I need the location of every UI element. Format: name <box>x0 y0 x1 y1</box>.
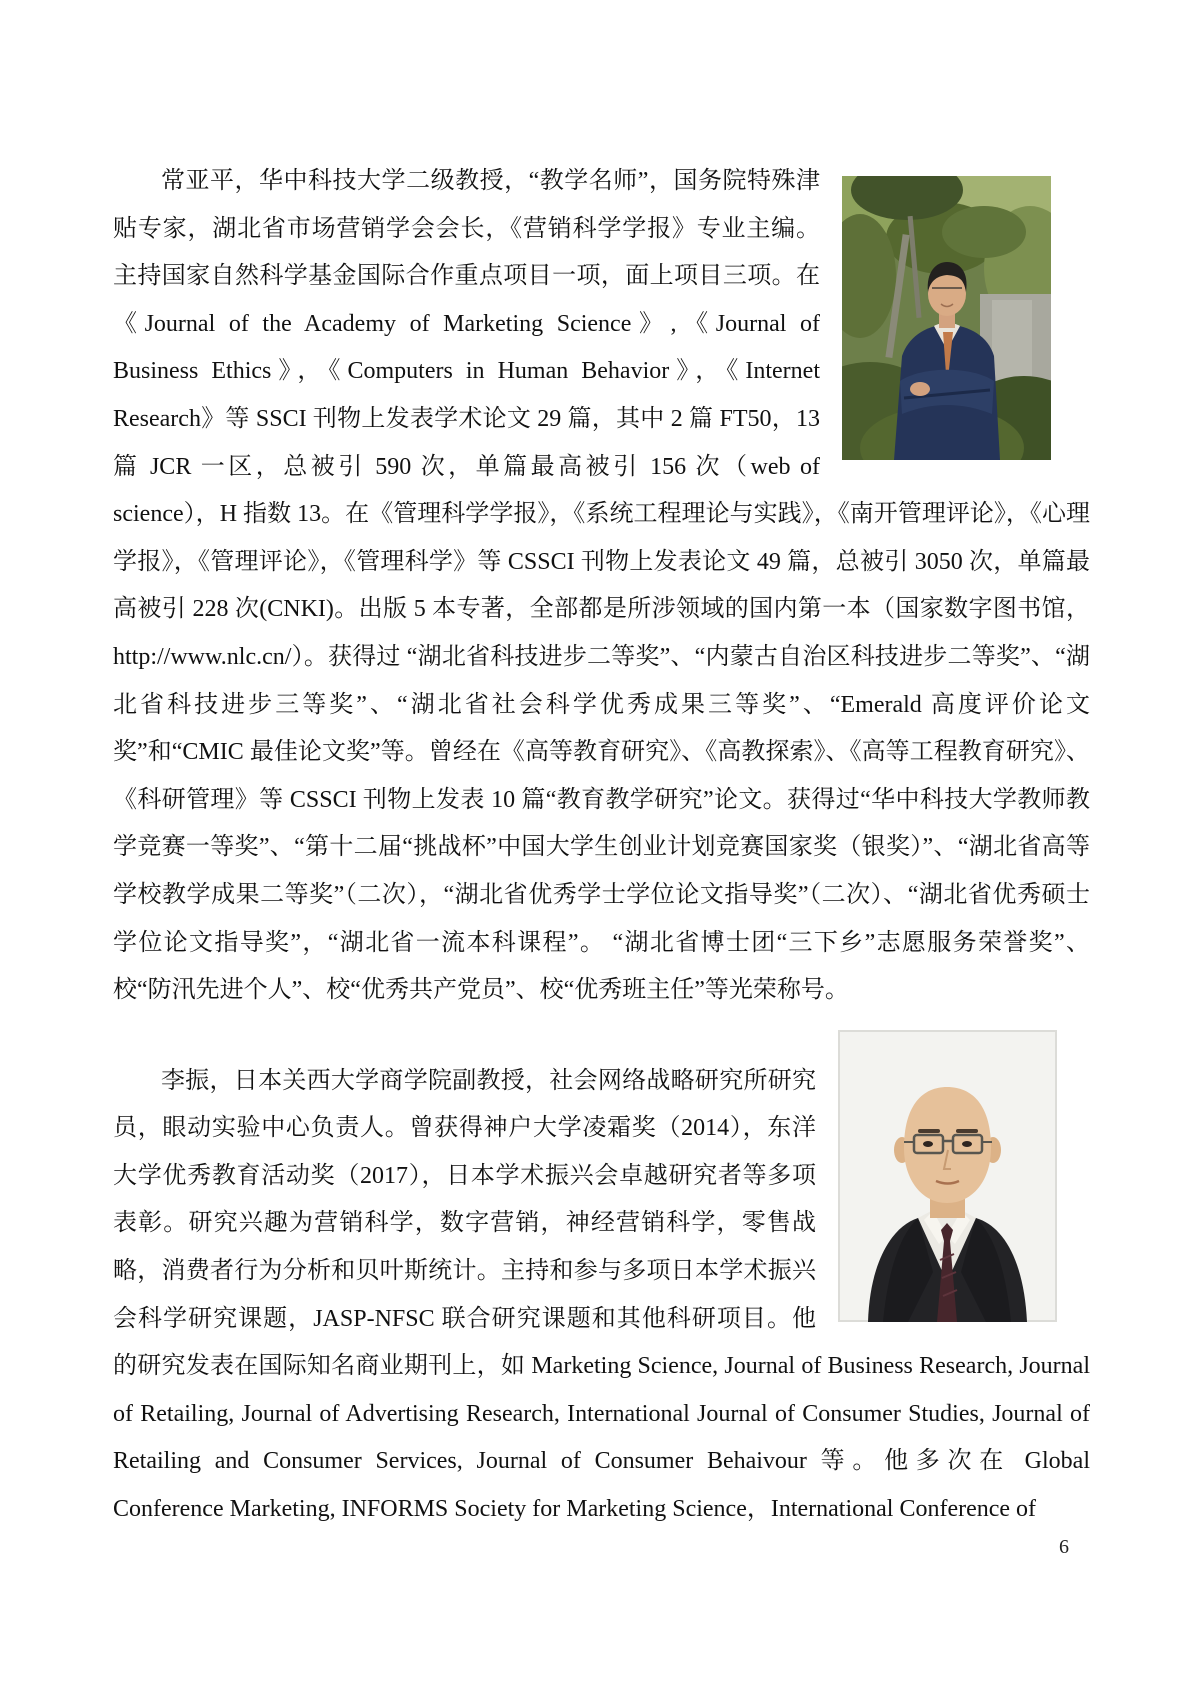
bio-text-chang-yaping: 常亚平，华中科技大学二级教授，“教学名师”，国务院特殊津贴专家，湖北省市场营销学会会长，《营销科学学报》专业主编。主持国家自然科学基金国际合作重点项目一项，面上项目三项。在《Journal of the Academy of Marketing Science》,《Journal of Business Ethics》，《Computers in Human Behavior》，《Internet Research》等 SSCI 刊物上发表学术论文 29 篇，其中 2 篇 FT50，13 篇 JCR 一区，总被引 590 次，单篇最高被引 156 次（web of science），H 指数 13。在《管理科学学报》，《系统工程理论与实践》，《南开管理评论》，《心理学报》，《管理评论》，《管理科学》等 CSSCI 刊物上发表论文 49 篇，总被引 3050 次，单篇最高被引 228 次(CNKI)。出版 5 本专著，全部都是所涉领域的国内第一本（国家数字图书馆，http://www.nlc.cn/）。获得过 “湖北省科技进步二等奖”、“内蒙古自治区科技进步二等奖”、“湖北省科技进步三等奖”、“湖北省社会科学优秀成果三等奖”、“Emerald 高度评价论文奖”和“CMIC 最佳论文奖”等。曾经在《高等教育研究》、《高教探索》、《高等工程教育研究》、《科研管理》等 CSSCI 刊物上发表 10 篇“教育教学研究”论文。获得过“华中科技大学教师教学竞赛一等奖”、“第十二届“挑战杯”中国大学生创业计划竞赛国家奖（银奖）”、“湖北省高等学校教学成果二等奖”（二次），“湖北省优秀学士学位论文指导奖”（二次）、“湖北省优秀硕士学位论文指导奖”，“湖北省一流本科课程”。 “湖北省博士团“三下乡”志愿服务荣誉奖”、校“防汛先进个人”、校“优秀共产党员”、校“优秀班主任”等光荣称号。 <box>113 168 1090 1004</box>
portrait-illustration-chang-yaping <box>842 176 1051 460</box>
portrait-photo-li-zhen <box>838 1030 1057 1322</box>
portrait-photo-chang-yaping <box>842 176 1051 460</box>
portrait-illustration-li-zhen <box>838 1030 1057 1322</box>
bio-section-li-zhen <box>113 1058 1090 1534</box>
bio-text-li-zhen: 李振，日本关西大学商学院副教授，社会网络战略研究所研究员，眼动实验中心负责人。曾获得神户大学凌霜奖（2014），东洋大学优秀教育活动奖（2017），日本学术振兴会卓越研究者等多项表彰。研究兴趣为营销科学，数字营销，神经营销科学，零售战略，消费者行为分析和贝叶斯统计。主持和参与多项日本学术振兴会科学研究课题，JASP-NFSC 联合研究课题和其他科研项目。他的研究发表在国际知名商业期刊上，如 Marketing Science, Journal of Business Research, Journal of Retailing, Journal of Advertising Research, International Journal of Consumer Studies, Journal of Retailing and Consumer Services, Journal of Consumer Behaivour 等。他多次在 Global Conference Marketing, INFORMS Society for Marketing Science，International Conference of <box>113 1067 1090 1523</box>
page-content <box>113 158 1090 1534</box>
page-number: 6 <box>1059 1536 1069 1558</box>
bio-section-chang-yaping <box>113 158 1090 1015</box>
